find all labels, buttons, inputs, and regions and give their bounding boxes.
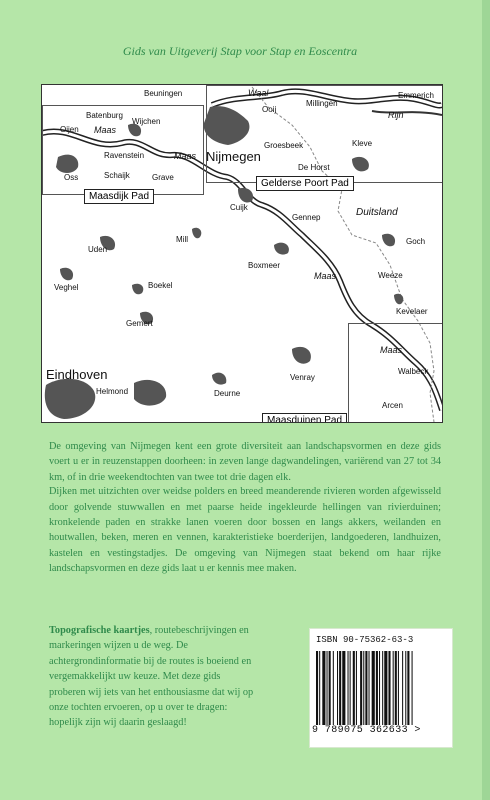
town-emmerich: Emmerich: [398, 91, 435, 100]
blob-goch: [382, 234, 395, 247]
town-deurne: Deurne: [214, 389, 241, 398]
barcode-bar: [322, 651, 325, 725]
route-label-maasduinen: Maasduinen Pad: [262, 413, 347, 423]
barcode-bar: [339, 651, 341, 725]
barcode-bar: [407, 651, 409, 725]
blob-helmond: [134, 380, 166, 406]
barcode-bar: [348, 651, 349, 725]
town-oijen: Oijen: [60, 125, 79, 134]
town-arcen: Arcen: [382, 401, 403, 410]
barcode-bar: [395, 651, 397, 725]
barcode-bar: [342, 651, 345, 725]
town-batenburg: Batenburg: [86, 111, 123, 120]
town-oss: Oss: [64, 173, 79, 182]
barcode-bar: [376, 651, 378, 725]
river-label-maas-3: Maas: [380, 345, 403, 355]
book-spine-edge: [482, 0, 490, 800]
river-label-rijn: Rijn: [388, 110, 404, 120]
town-de-horst: De Horst: [298, 163, 330, 172]
region-label-duitsland: Duitsland: [356, 207, 398, 218]
town-boxmeer: Boxmeer: [248, 261, 281, 270]
town-eindhoven: Eindhoven: [46, 367, 108, 382]
route-label-maasdijk: Maasdijk Pad: [84, 189, 154, 204]
barcode-bar: [379, 651, 380, 725]
town-gemert: Gemert: [126, 319, 153, 328]
town-grave: Grave: [152, 173, 174, 182]
barcode-panel: [309, 628, 453, 748]
blob-veghel: [60, 268, 73, 281]
barcode-bar: [329, 651, 331, 725]
barcode-bar: [327, 651, 328, 725]
barcode-bar: [319, 651, 320, 725]
blob-boxmeer: [274, 243, 289, 255]
blob-cuijk: [238, 188, 253, 203]
town-gennep: Gennep: [292, 213, 321, 222]
river-label-waal: Waal: [248, 88, 269, 98]
barcode-bar: [388, 651, 390, 725]
barcode-bar: [316, 651, 318, 725]
town-veghel: Veghel: [54, 283, 79, 292]
town-millingen: Millingen: [306, 99, 338, 108]
barcode-bar: [412, 651, 413, 725]
paragraph-landscape: Dijken met uitzichten over weidse polders en breed meanderende rivieren worden afgewisseld door golvende stuwwallen en met paarse heide ingekleurde hellingen van rivierduinen; kronkelende paden en strakke lanen voeren door bossen en langs akkers, weilanden en houtwallen, beken, meren en vennen, karakteristieke boerderijen, landgoederen, landhuizen, kastelen en vestingstadjes. De omgeving van Nijmegen staat bekend om haar rijke landschapsvormen en deze gids laat u er kennis mee maken.: [49, 486, 441, 575]
town-groesbeek: Groesbeek: [264, 141, 304, 150]
route-label-gelderse-poort: Gelderse Poort Pad: [256, 176, 354, 191]
blob-boekel: [132, 284, 143, 295]
bold-lead: Topografische kaartjes: [49, 625, 150, 636]
barcode-bar: [356, 651, 357, 725]
town-cuijk: Cuijk: [230, 203, 248, 212]
town-goch: Goch: [406, 237, 426, 246]
blob-mill: [192, 228, 201, 239]
paragraph-maps-rest: , routebeschrijvingen en markeringen wijzen u de weg. De achtergrondinformatie bij de routes is boeiend en vergemakkelijkt uw keuze. Met deze gids proberen wij iets van het enthousiasme dat wij op onze tochten ervoeren, op u over te dragen: hopelijk zijn wij daarin geslaagd!: [49, 625, 254, 729]
isbn-number: ISBN 90-75362-63-3: [316, 635, 414, 645]
route-map: [41, 84, 443, 423]
town-schaijk: Schaijk: [104, 171, 130, 180]
barcode-bar: [393, 651, 394, 725]
town-beuningen: Beuningen: [144, 89, 183, 98]
river-label-maas-1: Maas: [94, 125, 117, 135]
blob-weeze: [394, 294, 403, 305]
river-label-maas-4: Maas: [174, 151, 197, 161]
blob-deurne: [212, 373, 226, 385]
barcode-bar: [382, 651, 383, 725]
paragraph-maps: [49, 623, 259, 731]
barcode-bar: [365, 651, 367, 725]
barcode-bar: [350, 651, 351, 725]
barcode-bar: [360, 651, 362, 725]
town-walbeck: Walbeck: [398, 367, 429, 376]
town-nijmegen: Nijmegen: [206, 149, 261, 164]
barcode-bar: [402, 651, 403, 725]
barcode-bar: [353, 651, 355, 725]
town-venray: Venray: [290, 373, 315, 382]
town-ooij: Ooij: [262, 105, 277, 114]
town-kevelaer: Kevelaer: [396, 307, 428, 316]
description-text: [49, 439, 441, 577]
town-wijchen: Wijchen: [132, 117, 161, 126]
town-mill: Mill: [176, 235, 188, 244]
barcode-digits: 9 789075 362633 >: [312, 725, 421, 736]
paragraph-intro: De omgeving van Nijmegen kent een grote diversiteit aan landschapsvormen en deze gids voert u er in reuzenstappen doorheen: in zeven lange dagwandelingen, variërend van 27 tot 34 km, of in drie weekendtochten van twee tot drie dagen elk.: [49, 441, 441, 483]
river-label-maas-2: Maas: [314, 271, 337, 281]
town-uden: Uden: [88, 245, 108, 254]
town-boekel: Boekel: [148, 281, 173, 290]
barcode-bar: [372, 651, 375, 725]
town-weeze: Weeze: [378, 271, 403, 280]
barcode-bar: [337, 651, 338, 725]
barcode-bars: [316, 651, 446, 725]
publisher-line: Gids van Uitgeverij Stap voor Stap en Eoscentra: [122, 44, 358, 58]
town-helmond: Helmond: [96, 387, 129, 396]
barcode-bar: [405, 651, 406, 725]
barcode-bar: [363, 651, 364, 725]
barcode-bar: [384, 651, 387, 725]
barcode-bar: [369, 651, 370, 725]
barcode-bar: [333, 651, 334, 725]
blob-venray: [292, 347, 311, 364]
barcode-bar: [398, 651, 399, 725]
town-ravenstein: Ravenstein: [104, 151, 145, 160]
blob-eindhoven: [45, 379, 95, 419]
town-kleve: Kleve: [352, 139, 373, 148]
